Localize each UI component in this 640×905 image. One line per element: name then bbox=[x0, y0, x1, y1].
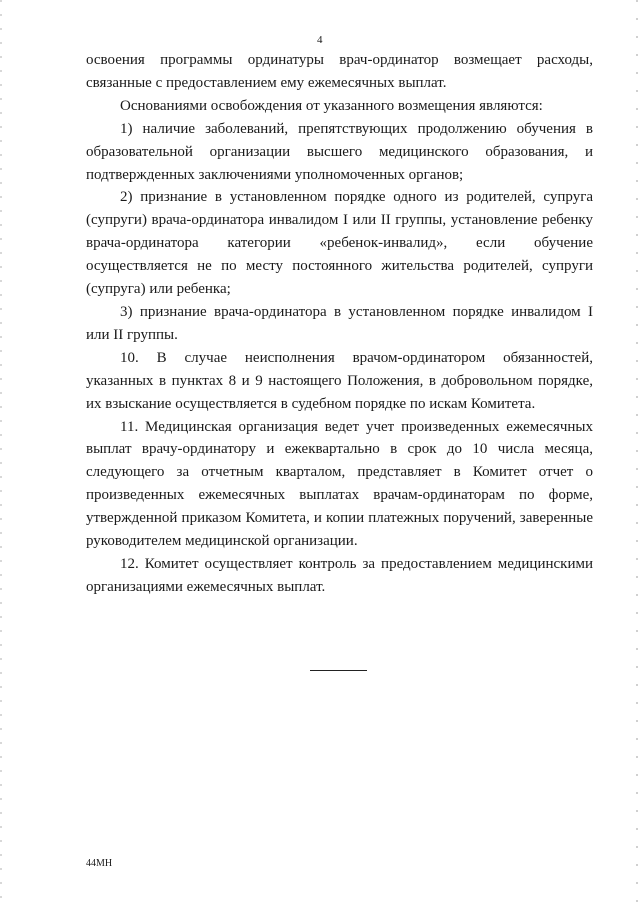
document-code: 44МН bbox=[86, 858, 113, 869]
paragraph-exemption-grounds: Основаниями освобождения от указанного возмещения являются: bbox=[120, 97, 543, 114]
paragraph-continuation: освоения программы ординатуры врач-ординатор возмещает расходы, связанные с предоставлением ему ежемесячных выплат. bbox=[86, 52, 593, 91]
paragraph-item-1: 1) наличие заболеваний, препятствующих продолжению обучения в образовательной организации высшего медицинского образования, и подтвержденных заключениями уполномоченных органов; bbox=[86, 120, 593, 183]
paragraph-clause-12: 12. Комитет осуществляет контроль за предоставлением медицинскими организациями ежемесячных выплат. bbox=[86, 555, 593, 595]
end-of-document-rule bbox=[310, 670, 367, 671]
scan-edge-left bbox=[0, 0, 2, 905]
page-number: 4 bbox=[317, 34, 323, 46]
paragraph-item-2: 2) признание в установленном порядке одного из родителей, супруга (супруги) врача-ординатора инвалидом I или II группы, установление ребенку врача-ординатора категории «ребенок-инвалид», если обучение осуществляется не по месту постоянного жительства родителей, супруги (супруга) или ребенка; bbox=[86, 189, 593, 298]
paragraph-clause-10: 10. В случае неисполнения врачом-ординатором обязанностей, указанных в пунктах 8 и 9 настоящего Положения, в добровольном порядке, их взыскание осуществляется в судебном порядке по искам Комитета. bbox=[86, 349, 593, 412]
scan-edge-right bbox=[636, 0, 638, 905]
paragraph-clause-11: 11. Медицинская организация ведет учет произведенных ежемесячных выплат врачу-ординатору и ежеквартально в срок до 10 числа месяца, следующего за отчетным кварталом, представляет в Комитет отчет о произведенных ежемесячных выплатах врачам-ординаторам по форме, утвержденной приказом Комитета, и копии платежных поручений, заверенные руководителем медицинской организации. bbox=[86, 418, 593, 550]
paragraph-item-3: 3) признание врача-ординатора в установленном порядке инвалидом I или II группы. bbox=[86, 303, 593, 343]
document-body bbox=[86, 49, 593, 599]
